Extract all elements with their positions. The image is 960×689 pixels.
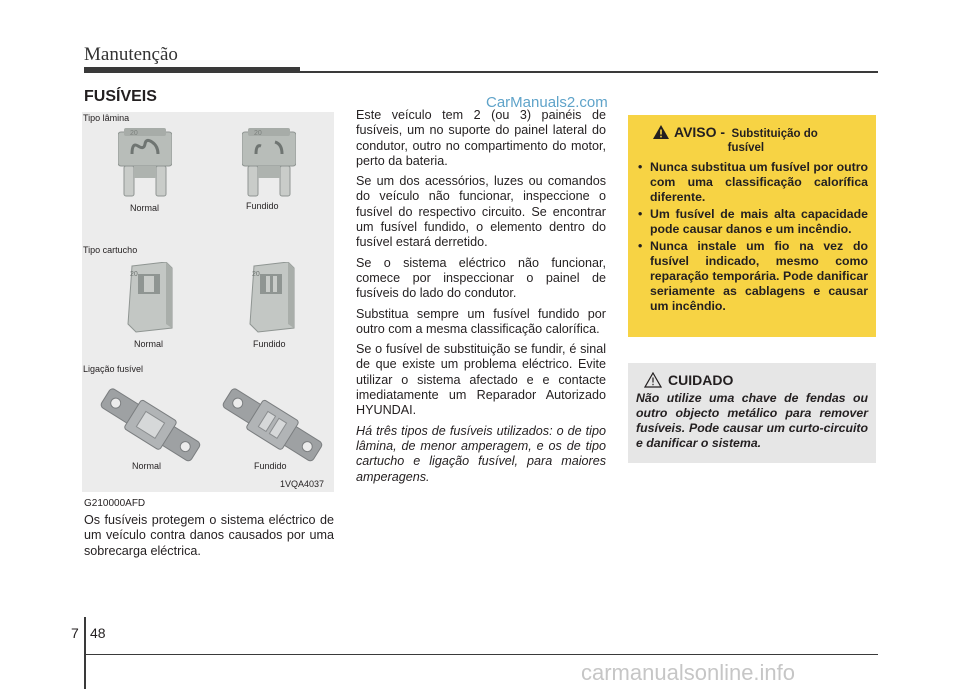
reference-code: G210000AFD [84,498,146,509]
caution-text: Não utilize uma chave de fendas ou outro objecto metálico para remover fusíveis. Pode causar um curto-circuito e danificar o sistema. [636,391,868,450]
warning-title-line1: Substituição do [731,128,818,140]
paragraph-electrical-problem: Se o fusível de substituição se fundir, é sinal de que existe um problema eléctrico. Evite utilizar o sistema afectado e e contacte imediatamente um Reparador Autorizado HYUNDAI. [356,342,606,418]
warning-item: • Nunca substitua um fusível por outro com uma classificação calorífica diferente. [638,160,868,205]
cartridge-fuse-blown-rating: 20 [252,271,260,278]
blade-fuse-blown-rating: 20 [254,130,262,137]
header-rule-thin [300,71,878,73]
warning-list [638,160,868,314]
paragraph-replace-fuse: Substitua sempre um fusível fundido por outro com a mesma classificação calorífica. [356,306,606,336]
warning-box [628,115,876,337]
fusible-link-blown-icon [218,384,328,464]
blade-type-label: Tipo lâmina [83,113,130,123]
paragraph-fuse-types: Há três tipos de fusíveis utilizados: o de tipo lâmina, de menor amperagem, e os de tipo cartucho e ligação fusível, para maiores amperagens. [356,423,606,484]
blade-fuse-normal-icon [118,128,172,200]
blade-fuse-normal-rating: 20 [130,130,138,137]
cartridge-fuse-blown-icon [244,262,300,334]
fuse-types-figure [82,112,334,492]
warning-header [652,124,868,154]
page-number: 48 [90,625,106,641]
header-rule-thick [84,67,300,73]
header-title: Manutenção [84,44,178,65]
link-blown-caption: Fundido [254,461,287,471]
link-type-label: Ligação fusível [83,364,144,374]
caution-box [628,363,876,463]
warning-word: AVISO - [674,124,726,140]
intro-paragraph: Os fusíveis protegem o sistema eléctrico de um veículo contra danos causados por uma sobrecarga eléctrica. [84,513,334,558]
paragraph-inspect-fuse: Se um dos acessórios, luzes ou comandos do veículo não funcionar, inspeccione o fusível do respectivo circuito. Se encontrar um fusível fundido, o elemento dentro do fusível estará derretido. [356,174,606,250]
column-1-text [84,513,334,559]
cartridge-normal-caption: Normal [134,339,164,349]
warning-item: • Um fusível de mais alta capacidade pode causar danos e um incêndio. [638,207,868,237]
paragraph-fuse-panels: Este veículo tem 2 (ou 3) painéis de fusíveis, um no suporte do painel lateral do condutor, outro no compartimento do motor, perto da bateria. [356,108,606,168]
caution-header [644,372,868,388]
column-2-text [356,108,606,490]
fusible-link-normal-icon [96,384,206,464]
watermark-top: CarManuals2.com [486,94,608,111]
footer-vertical-rule [84,617,86,689]
cartridge-blown-caption: Fundido [253,339,286,349]
warning-item: • Nunca instale um fio na vez do fusível indicado, mesmo como reparação temporária. Pode danificar seriamente as cablagens e causar um incêndio. [638,239,868,314]
cartridge-fuse-normal-rating: 20 [130,271,138,278]
blade-fuse-blown-icon [242,128,296,200]
paragraph-driver-panel: Se o sistema eléctrico não funcionar, comece por inspeccionar o painel de fusíveis do lado do condutor. [356,255,606,301]
caution-triangle-icon [644,372,662,388]
cartridge-type-label: Tipo cartucho [83,245,138,255]
section-title: FUSÍVEIS [84,88,157,105]
warning-triangle-icon [652,124,670,140]
blade-normal-caption: Normal [130,203,160,213]
caution-word: CUIDADO [668,372,734,388]
warning-title-line2: fusível [727,142,765,154]
footer-horizontal-rule [84,654,878,655]
link-normal-caption: Normal [132,461,162,471]
figure-code: 1VQA4037 [280,479,325,489]
watermark-bottom: carmanualsonline.info [581,660,796,685]
blade-blown-caption: Fundido [246,201,279,211]
cartridge-fuse-normal-icon [122,262,178,334]
chapter-number: 7 [71,625,79,641]
